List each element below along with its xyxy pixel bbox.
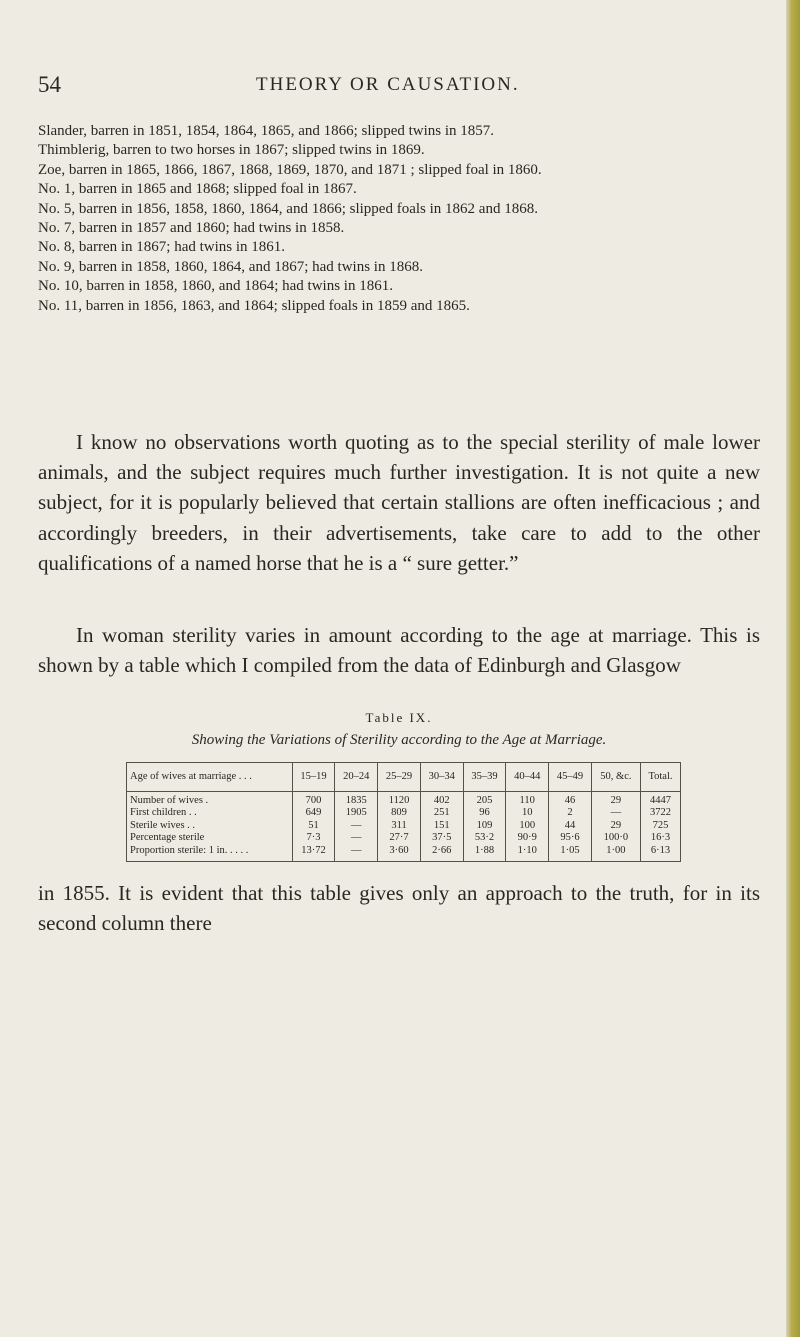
record-entry: Slander, barren in 1851, 1854, 1864, 1865, and 1866; slipped twins in 1857. — [38, 123, 495, 139]
column-header: Total. — [640, 763, 680, 792]
table-cell: 1835 — [335, 792, 378, 808]
table-cell: 95·6 — [549, 832, 592, 844]
body-paragraph-continuation: in 1855. It is evident that this table gives only an approach to the truth, for in its second column there — [38, 881, 760, 936]
table-cell: 700 — [292, 792, 335, 808]
record-entry: Thimblerig, barren to two horses in 1867; slipped twins in 1869. — [38, 142, 425, 159]
table-cell: 1·10 — [506, 845, 549, 862]
table-cell: 13·72 — [292, 845, 335, 862]
table-cell: 46 — [549, 792, 592, 808]
table-cell: 37·5 — [420, 832, 463, 844]
column-header: 50, &c. — [591, 763, 640, 792]
table-cell: 1·05 — [549, 845, 592, 862]
record-entry: No. 1, barren in 1865 and 1868; slipped foal in 1867. — [38, 181, 357, 198]
table-cell: 100·0 — [591, 832, 640, 844]
table-cell: 16·3 — [640, 832, 680, 844]
table-header-row — [127, 763, 681, 792]
table-cell: 205 — [463, 792, 506, 808]
table-row — [127, 832, 681, 844]
table-cell: 1905 — [335, 807, 378, 819]
table-cell: 7·3 — [292, 832, 335, 844]
table-cell: — — [591, 807, 640, 819]
record-entry: No. 10, barren in 1858, 1860, and 1864; had twins in 1861. — [38, 278, 393, 295]
table-row — [127, 820, 681, 832]
table-row — [127, 792, 681, 808]
column-header: 25–29 — [378, 763, 421, 792]
table-caption: Table IX. — [365, 710, 433, 725]
record-entry: No. 8, barren in 1867; had twins in 1861. — [38, 239, 286, 256]
table-cell: 3722 — [640, 807, 680, 819]
row-label: Proportion sterile: 1 in. . . . . — [130, 844, 249, 856]
table-cell: 51 — [292, 820, 335, 832]
table-cell: 110 — [506, 792, 549, 808]
table-cell: 2 — [549, 807, 592, 819]
table-cell: — — [335, 832, 378, 844]
column-header: 40–44 — [506, 763, 549, 792]
table-cell: 29 — [591, 820, 640, 832]
row-label: Number of wives . — [130, 795, 209, 806]
column-header: 20–24 — [335, 763, 378, 792]
table-cell: 10 — [506, 807, 549, 819]
table-cell: 96 — [463, 807, 506, 819]
table-cell: 2·66 — [420, 845, 463, 862]
table-cell: 1·88 — [463, 845, 506, 862]
breeding-records-list — [38, 122, 758, 316]
table-cell: 100 — [506, 820, 549, 832]
column-header: 45–49 — [549, 763, 592, 792]
body-paragraph-male-sterility: I know no observations worth quoting as to the special sterility of male lower animals, and the subject requires much further investigation. It is not quite a new subject, for it is popularly believed that certain stallions are often inefficacious ; and accordingly breeders, in their advertisements, take care to add to the other qualifications of a named horse that he is a “ sure getter.” — [38, 430, 760, 575]
table-cell: 6·13 — [640, 845, 680, 862]
column-header: 35–39 — [463, 763, 506, 792]
table-cell: 4447 — [640, 792, 680, 808]
table-cell: 1120 — [378, 792, 421, 808]
record-entry: No. 5, barren in 1856, 1858, 1860, 1864, and 1866; slipped foals in 1862 and 1868. — [38, 200, 538, 217]
table-cell: 1·00 — [591, 845, 640, 862]
table-cell: 251 — [420, 807, 463, 819]
table-row — [127, 845, 681, 862]
table-cell: 29 — [591, 792, 640, 808]
table-cell: 44 — [549, 820, 592, 832]
header-label: Age of wives at marriage . . . — [127, 763, 293, 792]
page-header — [0, 72, 792, 102]
table-row — [127, 807, 681, 819]
table-cell: 109 — [463, 820, 506, 832]
table-cell: 151 — [420, 820, 463, 832]
table-cell: 3·60 — [378, 845, 421, 862]
table-cell: 725 — [640, 820, 680, 832]
row-label: Percentage sterile — [130, 832, 205, 844]
record-entry: No. 11, barren in 1856, 1863, and 1864; slipped foals in 1859 and 1865. — [38, 297, 470, 314]
table-cell: 649 — [292, 807, 335, 819]
body-paragraph-woman-sterility: In woman sterility varies in amount according to the age at marriage. This is shown by a table which I compiled from the data of Edinburgh and Glasgow — [38, 623, 760, 678]
table-cell: 90·9 — [506, 832, 549, 844]
record-entry: No. 7, barren in 1857 and 1860; had twins in 1858. — [38, 220, 345, 237]
table-cell: — — [335, 820, 378, 832]
page-edge-shadow — [786, 0, 800, 1337]
record-entry: No. 9, barren in 1858, 1860, 1864, and 1867; had twins in 1868. — [38, 258, 423, 275]
table-cell: 311 — [378, 820, 421, 832]
table-cell: 402 — [420, 792, 463, 808]
running-head: THEORY OR CAUSATION. — [256, 74, 520, 95]
table-cell: 809 — [378, 807, 421, 819]
row-label: First children . . — [130, 807, 197, 819]
row-label: Sterile wives . . — [130, 819, 196, 831]
sterility-table — [126, 762, 681, 862]
column-header: 15–19 — [292, 763, 335, 792]
record-entry: Zoe, barren in 1865, 1866, 1867, 1868, 1869, 1870, and 1871 ; slipped foal in 1860. — [38, 161, 542, 178]
page-number: 54 — [38, 72, 61, 97]
table-subtitle: Showing the Variations of Sterility according to the Age at Marriage. — [191, 732, 607, 748]
column-header: 30–34 — [420, 763, 463, 792]
table-cell: 27·7 — [378, 832, 421, 844]
table-cell: 53·2 — [463, 832, 506, 844]
table-cell: — — [335, 845, 378, 862]
